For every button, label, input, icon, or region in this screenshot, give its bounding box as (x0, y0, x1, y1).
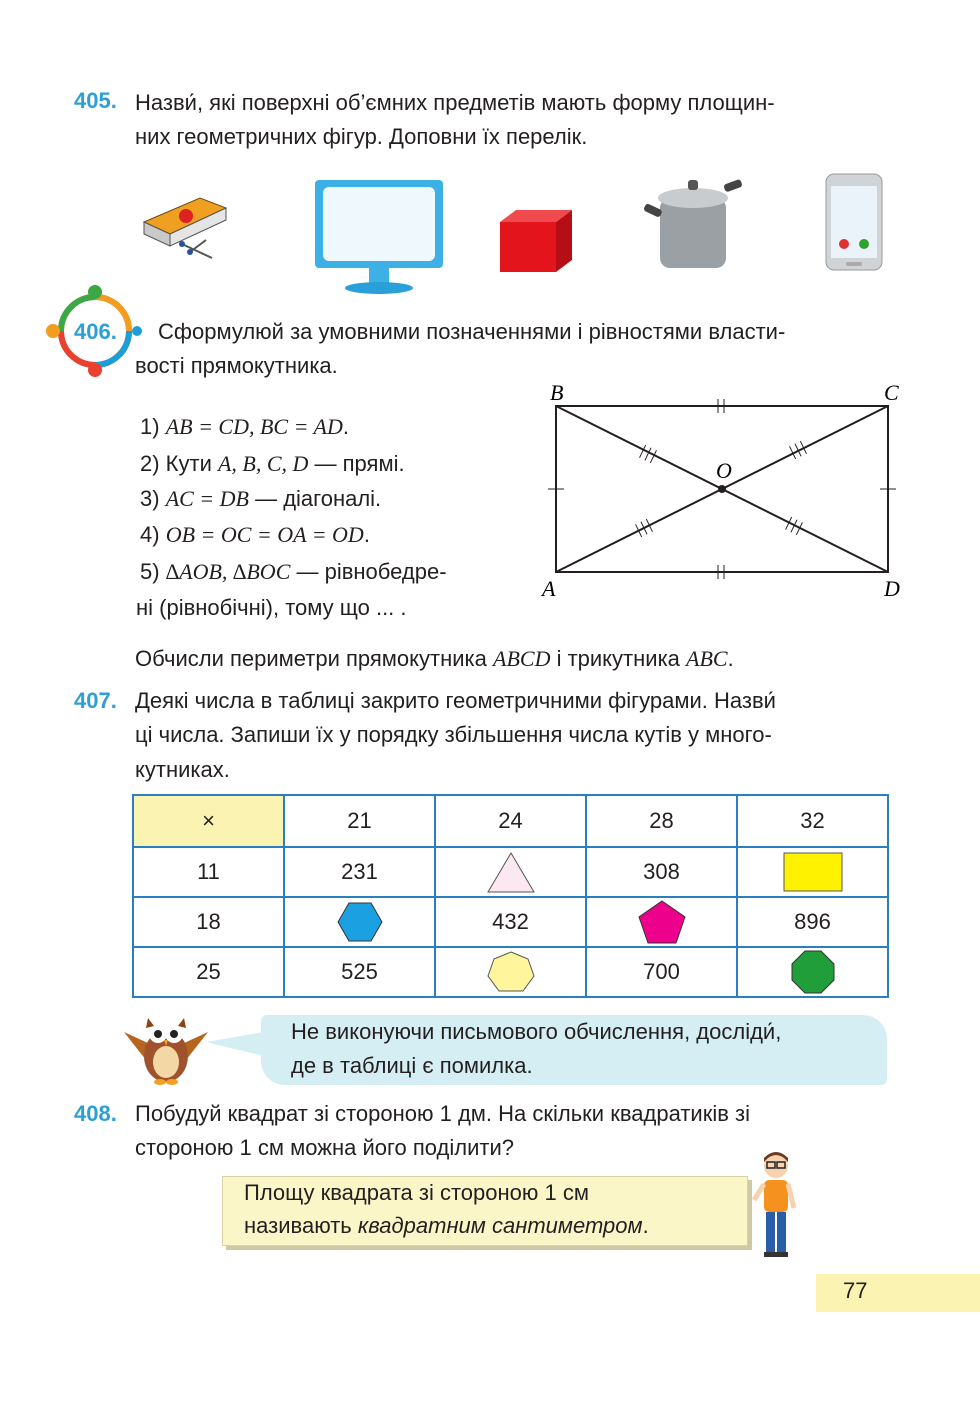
property-item-5: 5) ∆AOB, ∆BOC — рівнобедре- (140, 559, 447, 584)
multiplication-table (132, 794, 889, 998)
owl-hint-line2: де в таблиці є помилка. (291, 1053, 533, 1078)
page-number-bar (816, 1274, 980, 1312)
hexagon-shape (284, 897, 435, 947)
center-label-o: O (716, 458, 732, 483)
row-label: 18 (133, 897, 284, 947)
table-header-cell: 21 (284, 795, 435, 847)
vertex-label-c: C (884, 380, 899, 405)
owl-mascot-icon (120, 1010, 212, 1086)
table-cell: 432 (435, 897, 586, 947)
table-cell: 700 (586, 947, 737, 997)
definition-line2: називають квадратним сантиметром. (244, 1213, 649, 1238)
table-cell: 231 (284, 847, 435, 897)
page-number: 77 (843, 1278, 868, 1303)
cooking-pot-image (642, 176, 744, 272)
table-row (133, 847, 888, 897)
property-item-4: 4) OB = OC = OA = OD. (140, 522, 370, 547)
rectangle-shape (737, 847, 888, 897)
table-cell: 308 (586, 847, 737, 897)
exercise-408-line1: Побудуй квадрат зі стороною 1 дм. На скільки квадратиків зі (135, 1101, 750, 1126)
smartphone-image (824, 172, 884, 272)
table-cell: 896 (737, 897, 888, 947)
property-item-1: 1) AB = CD, BC = AD. (140, 414, 349, 439)
exercise-407-line1: Деякі числа в таблиці закрито геометричними фігурами. Назви́ (135, 688, 776, 713)
table-row (133, 897, 888, 947)
exercise-406-line1: Сформулюй за умовними позначеннями і рівностями власти- (158, 319, 786, 344)
vertex-label-d: D (884, 576, 900, 601)
table-row (133, 947, 888, 997)
row-label: 25 (133, 947, 284, 997)
pentagon-shape (586, 897, 737, 947)
exercise-406-line2: вості прямокутника. (135, 353, 338, 378)
triangle-shape (435, 847, 586, 897)
property-item-3: 3) AC = DB — діагоналі. (140, 486, 382, 511)
exercise-number-405: 405. (74, 88, 117, 113)
speech-bubble-tail (206, 1032, 266, 1056)
exercise-407-line2: ці числа. Запиши їх у порядку збільшення числа кутів у много- (135, 722, 772, 747)
exercise-405-line1: Назви́, які поверхні об’ємних предметів мають форму площин- (135, 90, 775, 115)
vertex-label-a: A (542, 576, 556, 601)
red-cube-image (498, 208, 576, 274)
row-label: 11 (133, 847, 284, 897)
boy-character-icon (752, 1150, 798, 1258)
matchbox-image (138, 192, 230, 264)
table-cell: 525 (284, 947, 435, 997)
exercise-405-line2: них геометричних фігур. Доповни їх перелік. (135, 124, 588, 149)
monitor-image (313, 178, 445, 298)
table-header-cell: 24 (435, 795, 586, 847)
term-emphasis: квадратним сантиметром (357, 1213, 643, 1238)
exercise-406-task: Обчисли периметри прямокутника ABCD і трикутника ABC. (135, 646, 734, 671)
exercise-number-406: 406. (74, 319, 117, 344)
definition-line1: Площу квадрата зі стороною 1 см (244, 1180, 589, 1205)
owl-hint-line1: Не виконуючи письмового обчислення, дослiди́, (291, 1019, 782, 1044)
table-corner: × (133, 795, 284, 847)
exercise-number-408: 408. (74, 1101, 117, 1126)
rectangle-diagram (538, 378, 910, 604)
table-header-cell: 28 (586, 795, 737, 847)
property-item-5-continued: ні (рівнобічні), тому що ... . (136, 595, 407, 620)
exercise-407-line3: кутниках. (135, 757, 230, 782)
table-header-cell: 32 (737, 795, 888, 847)
heptagon-shape (435, 947, 586, 997)
property-item-2: 2) Кути A, B, C, D — прямі. (140, 451, 405, 476)
octagon-shape (737, 947, 888, 997)
exercise-408-line2: стороною 1 см можна його поділити? (135, 1135, 514, 1160)
exercise-number-407: 407. (74, 688, 117, 713)
vertex-label-b: B (550, 380, 564, 405)
